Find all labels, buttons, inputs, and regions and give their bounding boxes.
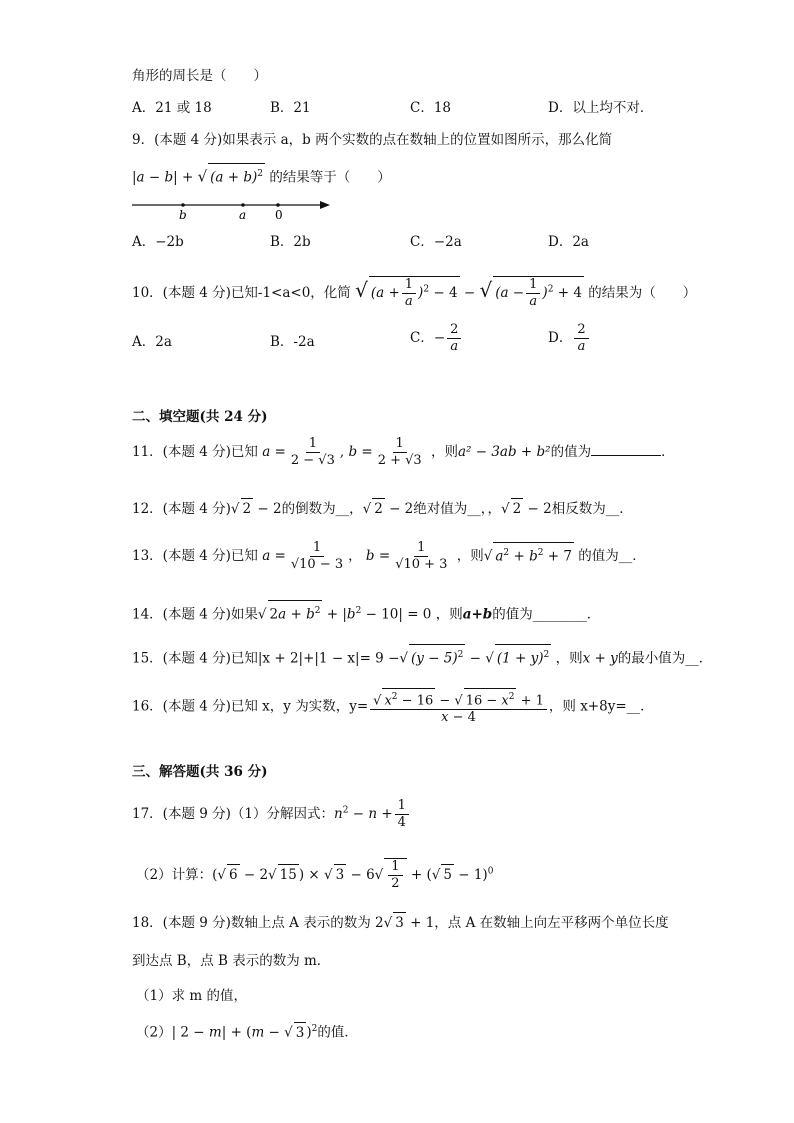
q14: 14．(本题 4 分)如果√ $2a + b^2 + |b^2 - 10| = 0$ ，则a+b的值为________． — [132, 600, 600, 625]
axis-label-b: b — [179, 208, 187, 222]
q10-stem: 10．(本题 4 分)已知-1<a<0，化简 √ (a + $\frac{1}{a}$ )$^2$ − 4 − √ (a − $\frac{1}{a}$ )$^2$ + 4 的结果为（ ） — [132, 277, 697, 309]
q18-line3: （1）求 m 的值， — [136, 988, 247, 1004]
q8-tail: 角形的周长是（ ） — [132, 68, 267, 84]
axis-label-a: a — [239, 208, 247, 222]
point-a — [241, 203, 245, 207]
q8-option-c: C．18 — [410, 100, 452, 116]
q10-lead: 10．(本题 4 分)已知-1<a<0，化简 — [132, 285, 351, 301]
axis-label-zero: 0 — [275, 208, 283, 222]
q9-option-c: C．−2a — [410, 234, 462, 250]
q9-expression: |a − b| + √ $(a + b)^2$ 的结果等于（ ） — [132, 163, 391, 188]
q8-option-a: A．21 或 18 — [132, 100, 212, 116]
q10-option-d: D． $\frac{2}{a}$ — [548, 322, 591, 355]
q17-part2: （2）计算：(√ 6 − 2√ 15 ) × √ 3 − 6√ $\frac{1}{2}$ + (√ 5 − 1)$^0$ — [136, 859, 494, 891]
q12: 12．(本题 4 分)√ 2 − 2的倒数为__，√ 2 − 2绝对值为__，，√ 2 − 2相反数为__． — [132, 498, 633, 519]
section-3-title: 三、解答题(共 36 分) — [132, 764, 268, 780]
q17-part1: 17．(本题 9 分)（1）分解因式：$n^2 - n$ + $\frac{1}{4}$ — [132, 798, 411, 831]
axis-arrow-icon — [320, 201, 330, 209]
section-2-title: 二、填空题(共 24 分) — [132, 409, 268, 425]
q8-option-d: D．以上均不对． — [548, 100, 654, 116]
q18-line2: 到达点 B，点 B 表示的数为 m． — [132, 953, 331, 969]
q8-option-b: B．21 — [270, 100, 311, 116]
q18-line4: （2）| 2 − m| + (m − √ 3 )$^2$的值． — [136, 1019, 358, 1043]
q9-stem: 9．(本题 4 分)如果表示 a，b 两个实数的点在数轴上的位置如图所示，那么化简 — [132, 132, 613, 148]
q9-option-a: A．−2b — [132, 234, 184, 250]
q10-tail: 的结果为（ ） — [588, 285, 697, 301]
q16: 16．(本题 4 分)已知 x，y 为实数，y= $\frac{√ x^2 - 16 - √ 16 - x^2 + 1}{x - 4}$ ，则 x+8y=__． — [132, 688, 654, 726]
point-b — [181, 203, 185, 207]
q13: 13．(本题 4 分)已知 a = $\frac{1}{√10 - 3}$ ， b = $\frac{1}{√10 + 3}$ ，则√ $a^2 + b^2 + 7$ 的值为__． — [132, 540, 646, 572]
q15: 15．(本题 4 分)已知|x + 2|+|1 − x|= 9 −√ $(y - 5)^2$ − √ $(1 + y)^2$ ，则x + y的最小值为__． — [132, 644, 712, 669]
point-zero — [276, 203, 280, 207]
q11: 11．(本题 4 分)已知 a = $\frac{1}{2 - √3}$ , b = $\frac{1}{2 + √3}$ ，则a² − 3ab + b²的值为 ． — [132, 436, 675, 468]
number-line-figure — [132, 195, 337, 225]
q9-tail: 的结果等于（ ） — [269, 169, 391, 186]
q10-option-b: B．-2a — [270, 334, 315, 350]
q9-option-b: B．2b — [270, 234, 311, 250]
q9-option-d: D．2a — [548, 234, 589, 250]
q10-option-a: A．2a — [132, 334, 172, 350]
q18-line1: 18．(本题 9 分)数轴上点 A 表示的数为 2√ 3 + 1，点 A 在数轴上向左平移两个单位长度 — [132, 912, 669, 933]
q10-option-c: C．− $\frac{2}{a}$ — [410, 322, 463, 355]
